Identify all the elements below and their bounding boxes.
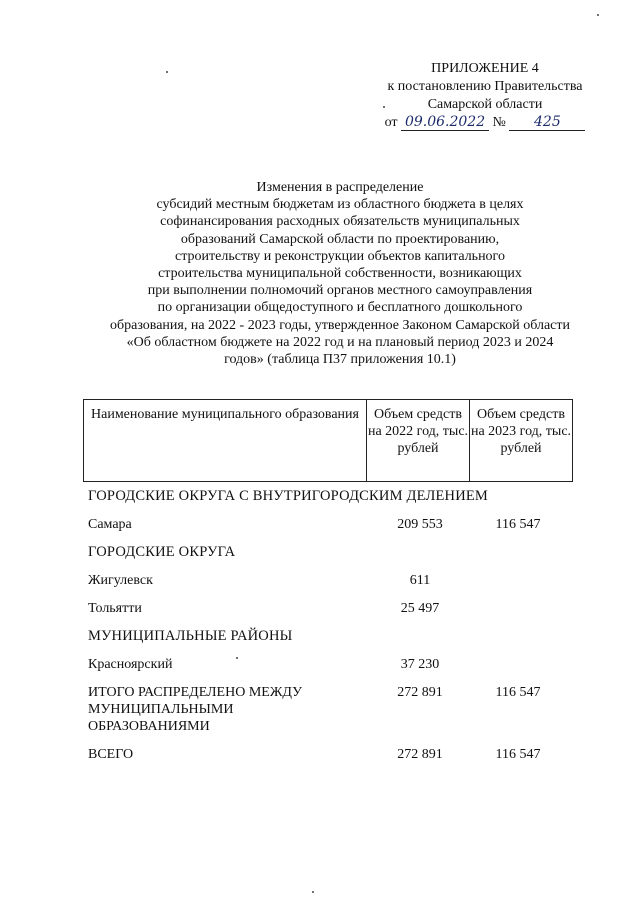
title-line: строительству и реконструкции объектов капитального xyxy=(175,248,505,264)
municipality-name: Самара xyxy=(88,517,132,532)
value-2022: 272 891 xyxy=(397,747,443,762)
title-line: «Об областном бюджете на 2022 год и на плановый период 2023 и 2024 xyxy=(126,334,554,350)
number-label: № xyxy=(492,115,506,130)
value-2023: 116 547 xyxy=(495,747,541,762)
appendix-date-line xyxy=(360,114,610,132)
title-line: субсидий местным бюджетам из областного бюджета в целях xyxy=(156,197,524,213)
value-2023: 116 547 xyxy=(495,517,541,532)
scan-speck xyxy=(236,657,238,659)
value-2022: 37 230 xyxy=(400,657,440,672)
municipality-name: Жигулевск xyxy=(88,573,153,588)
scan-speck xyxy=(312,891,314,893)
scan-speck xyxy=(597,14,599,16)
handwritten-number: 425 xyxy=(509,114,585,131)
scan-speck xyxy=(383,106,385,108)
title-line: строительства муниципальной собственности, возникающих xyxy=(158,266,522,282)
title-line: при выполнении полномочий органов местного самоуправления xyxy=(147,283,533,299)
header-2022: Объем средств на 2022 год, тыс. рублей xyxy=(367,400,470,481)
handwritten-date: 09.06.2022 xyxy=(401,114,489,131)
value-2023: 116 547 xyxy=(495,685,541,700)
header-2023: Объем средств на 2023 год, тыс. рублей xyxy=(470,407,572,456)
value-2022: 25 497 xyxy=(400,601,440,616)
date-prefix: от xyxy=(384,115,398,130)
title-line: образований Самарской области по проектированию, xyxy=(180,231,500,247)
value-2022: 611 xyxy=(409,573,431,588)
title-line: по организации общедоступного и бесплатного дошкольного xyxy=(157,300,523,316)
document-title xyxy=(80,179,600,368)
appendix-line-2: Самарской области xyxy=(427,97,543,112)
appendix-line-1: к постановлению Правительства xyxy=(387,79,583,94)
title-line: Изменения в распределение xyxy=(256,180,424,195)
municipality-name: Тольятти xyxy=(88,601,142,616)
section-title: ГОРОДСКИЕ ОКРУГА xyxy=(88,544,236,560)
appendix-block xyxy=(360,60,610,132)
header-municipality: Наименование муниципального образования xyxy=(84,400,367,481)
title-line: образования, на 2022 - 2023 годы, утвержденное Законом Самарской области xyxy=(109,317,570,333)
title-line: софинансирования расходных обязательств муниципальных xyxy=(160,214,520,230)
section-title: МУНИЦИПАЛЬНЫЕ РАЙОНЫ xyxy=(88,628,293,644)
scan-speck xyxy=(166,71,168,73)
appendix-title: ПРИЛОЖЕНИЕ 4 xyxy=(431,61,539,76)
table-header xyxy=(83,399,573,482)
total-label: ИТОГО РАСПРЕДЕЛЕНО МЕЖДУ МУНИЦИПАЛЬНЫМИ ОБРАЗОВАНИЯМИ xyxy=(88,685,302,734)
value-2022: 209 553 xyxy=(397,517,443,532)
grand-total-label: ВСЕГО xyxy=(88,747,134,762)
title-line: годов» (таблица П37 приложения 10.1) xyxy=(224,352,456,368)
value-2022: 272 891 xyxy=(397,685,443,700)
municipality-name: Красноярский xyxy=(88,657,173,672)
section-title: ГОРОДСКИЕ ОКРУГА С ВНУТРИГОРОДСКИМ ДЕЛЕНИЕМ xyxy=(88,488,489,504)
